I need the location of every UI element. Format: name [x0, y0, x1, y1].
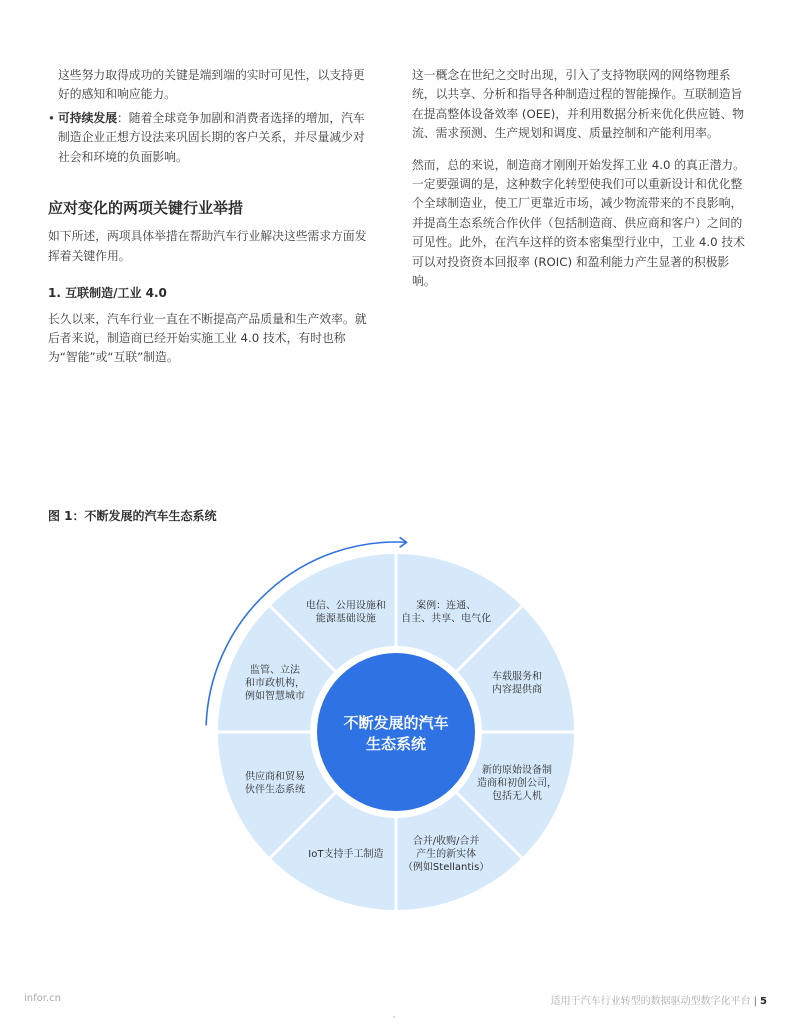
- subsection-heading: 1. 互联制造/工业 4.0: [48, 286, 167, 301]
- right-paragraph-2: 然而，总的来说，制造商才刚刚开始发挥工业 4.0 的真正潜力。一定要强调的是，这种数字化转型使我们可以重新设计和优化整个全球制造业，使工厂更靠近市场，减少物流带来的不良影响，并提高生态系统合作伙伴（包括制造商、供应商和客户）之间的可见性。此外，在汽车这样的资本密集型行业中，工业 4.0 技术可以对投资资本回报率 (ROIC) 和盈利能力产生显著的积极影响。: [412, 157, 745, 289]
- intro-paragraph: 这些努力取得成功的关键是端到端的实时可见性，以支持更好的感知和响应能力。: [58, 68, 365, 102]
- section-heading: 应对变化的两项关键行业举措: [48, 199, 244, 218]
- segment-label-line: 和市政机构，: [244, 677, 305, 689]
- segment-label-line: 造商和初创公司，: [477, 778, 558, 790]
- center-circle: [317, 653, 475, 811]
- footer-doc-title: 适用于汽车行业转型的数据驱动型数字化平台: [550, 996, 751, 1007]
- footer-site[interactable]: infor.cn: [24, 993, 61, 1004]
- segment-label-line: 自主、共享、电气化: [401, 613, 492, 625]
- footer-right: [551, 992, 767, 1007]
- page-center-mark: [393, 1016, 395, 1018]
- segment-label-line: 产生的新实体: [416, 849, 477, 861]
- segment-label: [245, 663, 305, 702]
- right-paragraph-1: 这一概念在世纪之交时出现，引入了支持物联网的网络物理系统，以共享、分析和指导各种制造过程的智能操作。互联制造旨在提高整体设备效率 (OEE)，并利用数据分析来优化供应链、物流、需求预测、生产规划和调度、质量控制和产能利用率。: [412, 68, 745, 141]
- page-number: 5: [760, 996, 767, 1007]
- segment-label: [308, 847, 383, 860]
- segment-label-line: IoT支持手工制造: [308, 849, 384, 861]
- segment-label-line: 包括无人机: [492, 791, 543, 803]
- footer-separator: |: [753, 996, 758, 1007]
- segment-label-line: 伙伴生态系统: [244, 784, 305, 796]
- segment-label-line: （例如Stellantis）: [402, 862, 490, 874]
- bullet-text: ：随着全球竞争加剧和消费者选择的增加，汽车制造企业正想方设法来巩固长期的客户关系，并尽量减少对社会和环境的负面影响。: [58, 110, 365, 164]
- segment-label-line: 合并/收购/合并: [412, 836, 480, 848]
- segment-label-line: 供应商和贸易: [244, 771, 305, 783]
- segment-label-line: 车载服务和: [492, 671, 543, 683]
- segment-label-line: 能源基础设施: [315, 613, 376, 625]
- segment-label: [306, 598, 386, 624]
- center-label-line: 不断发展的汽车: [343, 714, 449, 732]
- section-paragraph: 如下所述，两项具体举措在帮助汽车行业解决这些需求方面发挥着关键作用。: [48, 229, 367, 263]
- segment-label-line: 案例：连通、: [416, 600, 477, 612]
- segment-label: [245, 770, 305, 796]
- subsection-paragraph: 长久以来，汽车行业一直在不断提高产品质量和生产效率。就后者来说，制造商已经开始实施工业 4.0 技术，有时也称为“智能”或“互联”制造。: [48, 311, 367, 365]
- segment-label-line: 内容提供商: [492, 684, 543, 696]
- bullet-lead: 可持续发展: [58, 110, 117, 125]
- figure-title: 图 1：不断发展的汽车生态系统: [48, 509, 217, 523]
- segment-label-line: 监管、立法: [249, 664, 300, 676]
- segment-label-line: 新的原始设备制: [482, 765, 553, 777]
- segment-label-line: 电信、公用设施和: [305, 600, 386, 612]
- segment-label-line: 例如智慧城市: [244, 690, 305, 702]
- center-label-line: 生态系统: [365, 735, 427, 753]
- bullet-dot: •: [48, 110, 55, 125]
- segment-label: [492, 669, 542, 695]
- wheel-center: [317, 653, 475, 811]
